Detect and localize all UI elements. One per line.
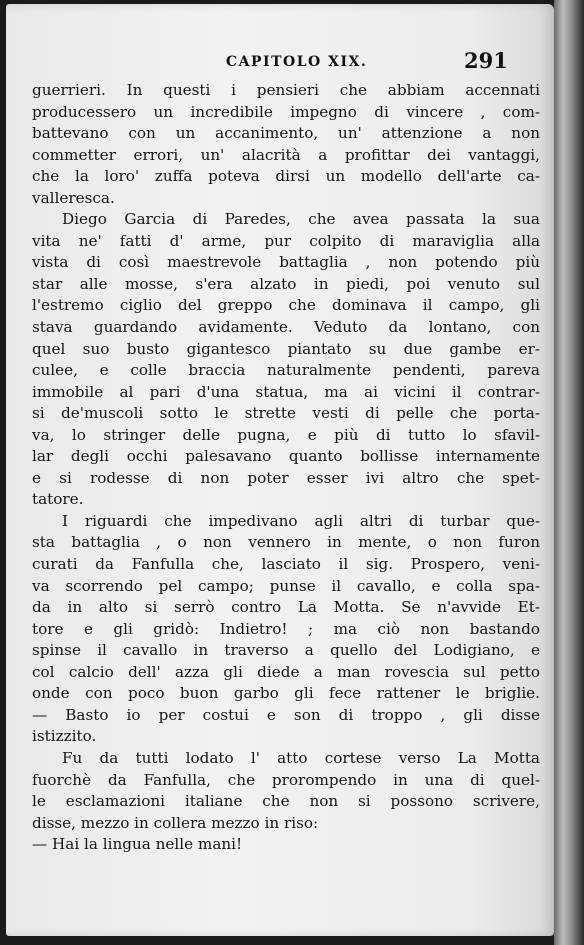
text-line: commetter errori, un' alacrità a profittar dei vantaggi,	[32, 145, 540, 164]
text-line: che la loro' zuffa poteva dirsi un modello dell'arte ca-	[32, 167, 540, 186]
running-header	[30, 48, 530, 78]
text-line: valleresca.	[32, 188, 115, 207]
paragraph	[32, 80, 540, 209]
text-line: le esclamazioni italiane che non si possono scrivere,	[32, 792, 540, 811]
text-line: istizzito.	[32, 727, 97, 746]
text-line: lar degli occhi palesavano quanto bollisse internamente	[32, 447, 540, 466]
paragraph	[32, 748, 540, 856]
text-line: — Basto io per costui e son di troppo , gli disse	[32, 705, 540, 724]
text-line: si de'muscoli sotto le strette vesti di pelle che porta-	[32, 404, 540, 423]
text-line: culee, e colle braccia naturalmente pendenti, pareva	[32, 361, 540, 380]
text-line: da in alto si serrò contro La Motta. Se n'avvide Et-	[32, 598, 540, 617]
text-line: tore e gli gridò: Indietro! ; ma ciò non bastando	[32, 619, 540, 638]
body-text	[32, 80, 540, 856]
text-line: Fu da tutti lodato l' atto cortese verso La Motta	[62, 748, 540, 767]
text-line: immobile al pari d'una statua, ma ai vicini il contrar-	[32, 382, 540, 401]
text-line: l'estremo ciglio del greppo che dominava il campo, gli	[32, 296, 540, 315]
text-line: producessero un incredibile impegno di vincere , com-	[32, 102, 540, 121]
chapter-heading: CAPITOLO XIX.	[226, 54, 368, 70]
text-line: stava guardando avidamente. Veduto da lontano, con	[32, 318, 540, 337]
text-line: guerrieri. In questi i pensieri che abbiam accennati	[32, 81, 540, 99]
text-line: curati da Fanfulla che, lasciato il sig. Prospero, veni-	[32, 555, 540, 574]
paragraph	[32, 511, 540, 748]
text-line: Diego Garcia di Paredes, che avea passata la sua	[62, 210, 540, 229]
text-line: va, lo stringer delle pugna, e più di tutto lo sfavil-	[32, 425, 540, 444]
text-line: sta battaglia , o non vennero in mente, o non furon	[32, 533, 540, 552]
text-line: tatore.	[32, 490, 84, 509]
text-line: I riguardi che impedivano agli altri di turbar que-	[62, 511, 540, 530]
text-line: va scorrendo pel campo; punse il cavallo, e colla spa-	[32, 576, 540, 595]
text-line: col calcio dell' azza gli diede a man rovescia sul petto	[32, 662, 540, 681]
paragraph	[32, 209, 540, 511]
page-number: 291	[464, 48, 508, 73]
text-line: quel suo busto gigantesco piantato su due gambe er-	[32, 339, 540, 358]
text-line: vista di così maestrevole battaglia , non potendo più	[32, 253, 540, 272]
text-line: e si rodesse di non poter esser ivi altro che spet-	[32, 468, 540, 487]
book-spine-edge	[554, 0, 584, 945]
text-line: — Hai la lingua nelle mani!	[32, 835, 243, 854]
text-line: spinse il cavallo in traverso a quello del Lodigiano, e	[32, 641, 540, 660]
text-line: battevano con un accanimento, un' attenzione a non	[32, 124, 540, 143]
text-line: disse, mezzo in collera mezzo in riso:	[32, 813, 319, 832]
text-line: star alle mosse, s'era alzato in piedi, poi venuto sul	[32, 274, 540, 293]
text-line: onde con poco buon garbo gli fece rattener le briglie.	[32, 684, 540, 703]
text-line: vita ne' fatti d' arme, pur colpito di maraviglia alla	[32, 231, 540, 250]
text-line: fuorchè da Fanfulla, che prorompendo in una di quel-	[32, 770, 540, 789]
